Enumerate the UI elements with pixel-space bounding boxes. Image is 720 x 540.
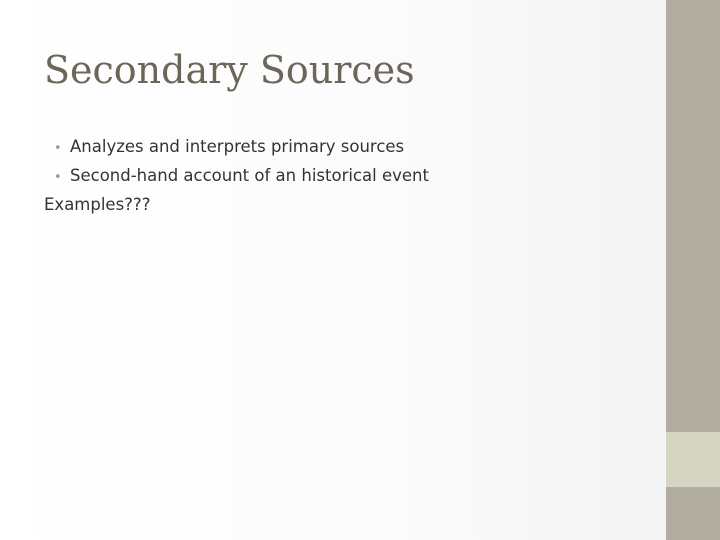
list-item	[44, 132, 654, 161]
slide-title: Secondary Sources	[44, 48, 415, 92]
side-bar-accent	[666, 432, 720, 487]
bullet-text: Second-hand account of an historical event	[70, 166, 429, 185]
examples-line: Examples???	[44, 195, 151, 214]
slide-content	[44, 132, 654, 219]
list-item	[44, 161, 654, 190]
bullet-text: Analyzes and interprets primary sources	[70, 137, 405, 156]
bullet-icon: •	[54, 141, 62, 156]
bullet-list	[44, 132, 654, 190]
bullet-icon: •	[54, 170, 62, 185]
